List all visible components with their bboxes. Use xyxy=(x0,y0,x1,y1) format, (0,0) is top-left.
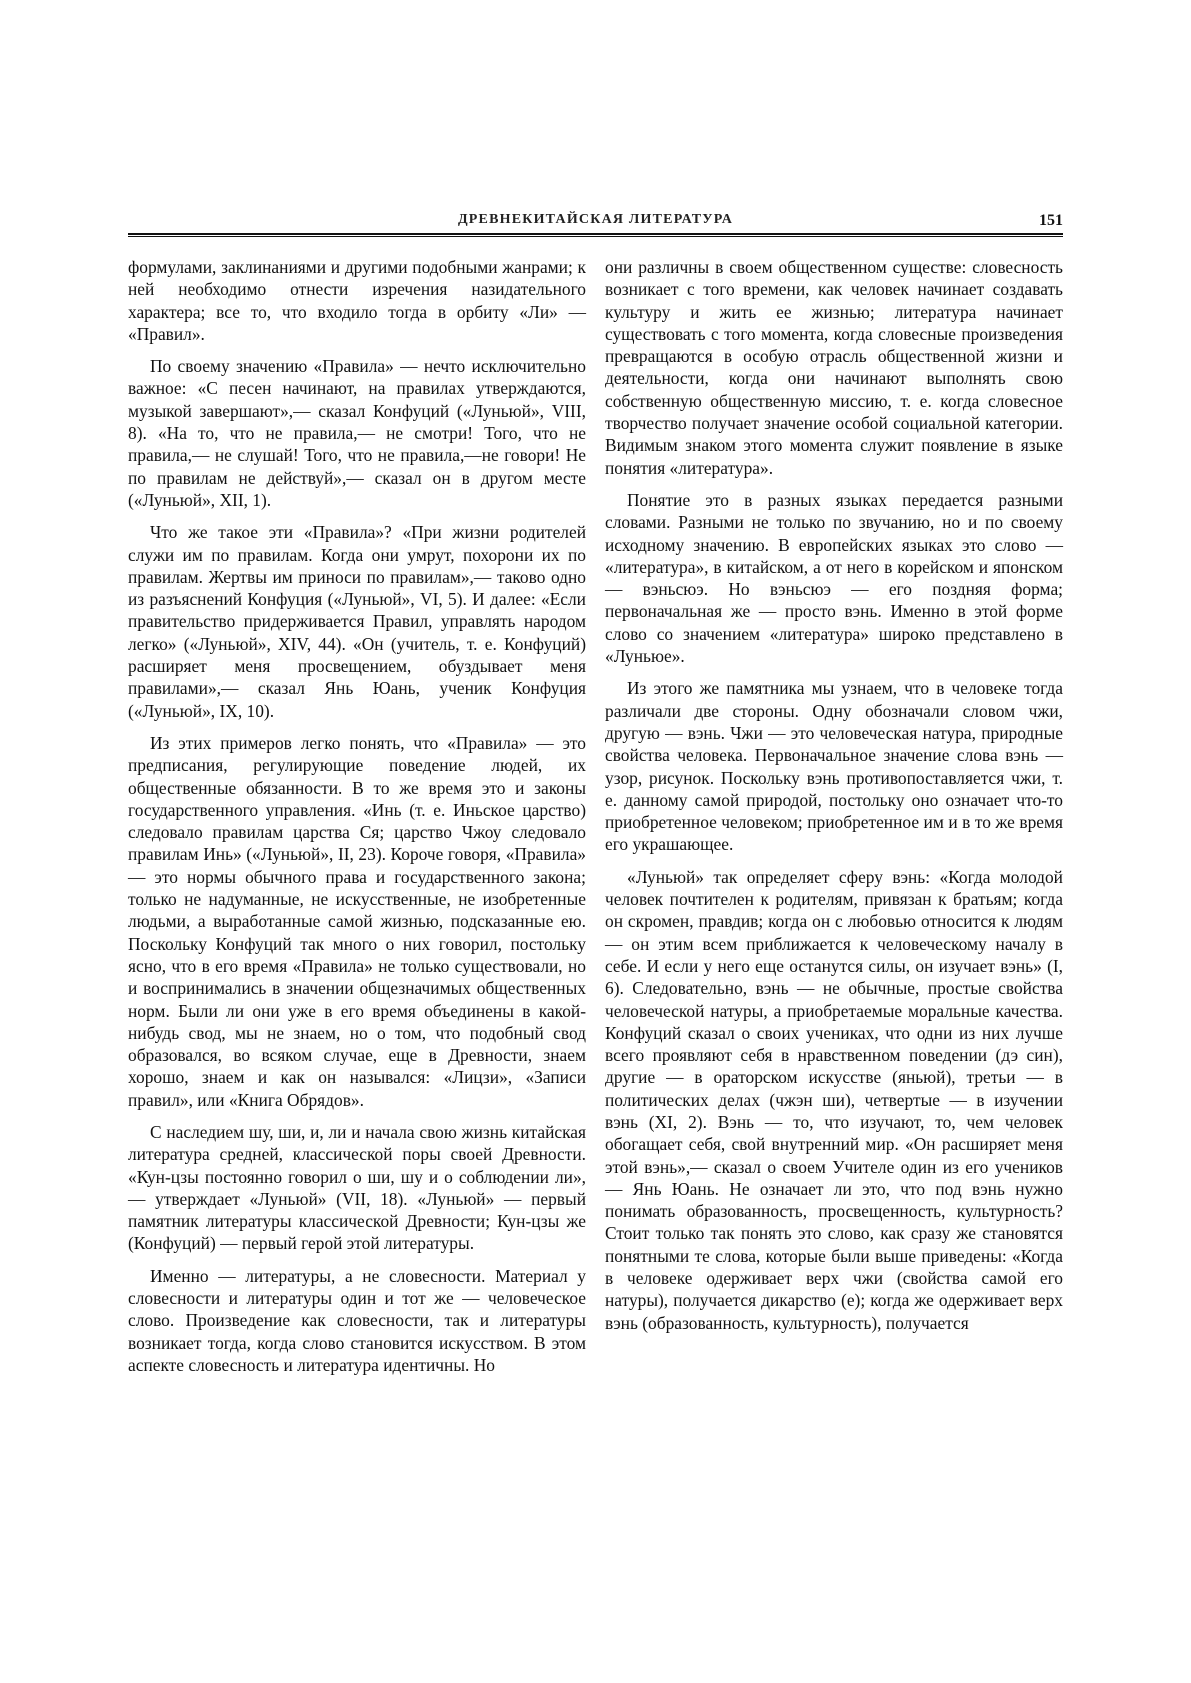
header-rule-thin xyxy=(128,236,1063,237)
paragraph: Именно — литературы, а не словесности. Материал у словесности и литературы один и тот же — человеческое слово. Произведение как словесности, так и литературы возникает тогда, когда слово становится искусством. В этом аспекте словесность и литература идентичны. Но xyxy=(128,1265,586,1375)
paragraph: они различны в своем общественном существе: словесность возникает с того времени, как человек начинает создавать культуру и жить ее жизнью; литература начинает существовать с того момента, когда словесные произведения превращаются в особую отрасль общественной жизни и деятельности, когда они начинают выполнять свою собственную общественную миссию, т. е. когда словесное творчество получает значение особой социальной категории. Видимым знаком этого момента служит появление в языке понятия «литература». xyxy=(605,257,1063,478)
paragraph: Что же такое эти «Правила»? «При жизни родителей служи им по правилам. Когда они умрут, похорони их по правилам. Жертвы им приноси по правилам»,— таково одно из разъяснений Конфуция («Луньюй», VI, 5). И далее: «Если правительство придерживается Правил, управлять народом легко» («Луньюй», XIV, 44). «Он (учитель, т. е. Конфуций) расширяет меня просвещением, обуздывает меня правилами»,— сказал Янь Юань, ученик Конфуция («Луньюй», IX, 10). xyxy=(128,522,586,721)
paragraph: Из этих примеров легко понять, что «Правила» — это предписания, регулирующие поведение людей, их общественные обязанности. В то же время это и законы государственного управления. «Инь (т. е. Иньское царство) следовало правилам царства Ся; царство Чжоу следовало правилам Инь» («Луньюй», II, 23). Короче говоря, «Правила» — это нормы обычного права и государственного закона; только не надуманные, не искусственные, не изобретенные людьми, а выработанные самой жизнью, подсказанные ею. Поскольку Конфуций так много о них говорил, постольку ясно, что в его время «Правила» не только существовали, но и воспринимались в значении общезначимых общественных норм. Были ли они уже в его время объединены в какой-нибудь свод, мы не знаем, но о том, что подобный свод образовался, во всяком случае, еще в Древности, знаем хорошо, знаем и как он назывался: «Лицзи», «Записи правил», или «Книга Обрядов». xyxy=(128,732,586,1110)
paragraph: Из этого же памятника мы узнаем, что в человеке тогда различали две стороны. Одну обозначали словом чжи, другую — вэнь. Чжи — это человеческая натура, природные свойства человека. Первоначальное значение слова вэнь — узор, рисунок. Поскольку вэнь противопоставляется чжи, т. е. данному самой природой, постольку оно означает что-то приобретенное человеком; приобретенное им и в то же время его украшающее. xyxy=(605,678,1063,855)
paragraph: С наследием шу, ши, и, ли и начала свою жизнь китайская литература средней, классической поры своей Древности. «Кун-цзы постоянно говорил о ши, шу и о соблюдении ли»,— утверждает «Луньюй» (VII, 18). «Луньюй» — первый памятник литературы классической Древности; Кун-цзы же (Конфуций) — первый герой этой литературы. xyxy=(128,1121,586,1254)
paragraph: По своему значению «Правила» — нечто исключительно важное: «С песен начинают, на правилах утверждаются, музыкой завершают»,— сказал Конфуций («Луньюй», VIII, 8). «На то, что не правила,— не смотри! Того, что не правила,— не слушай! Того, что не правила,—не говори! Не по правилам не действуй»,— сказал он в другом месте («Луньюй», XII, 1). xyxy=(128,356,586,510)
paragraph: Понятие это в разных языках передается разными словами. Разными не только по звучанию, но и по своему исходному значению. В европейских языках это слово — «литература», в китайском, а от него в корейском и японском — вэньсюэ. Но вэньсюэ — его поздняя форма; первоначальная же — просто вэнь. Именно в этой форме слово со значением «литература» широко представлено в «Луньюе». xyxy=(605,489,1063,667)
running-title: ДРЕВНЕКИТАЙСКАЯ ЛИТЕРАТУРА xyxy=(457,212,734,227)
page-number: 151 xyxy=(1039,212,1063,229)
paragraph: «Луньюй» так определяет сферу вэнь: «Когда молодой человек почтителен к родителям, привязан к братьям; когда он скромен, правдив; когда он с любовью относится к людям — он этим всем приближается к человеческому началу в себе. И если у него еще останутся силы, он изучает вэнь» (I, 6). Следовательно, вэнь — не обычные, простые свойства человеческой натуры, а приобретаемые моральные качества. Конфуций сказал о своих учениках, что одни из них лучше всего проявляют себя в нравственном поведении (дэ син), другие — в ораторском искусстве (яньюй), третьи — в политических делах (чжэн ши), четвертые — в изучении вэнь (XI, 2). Вэнь — то, что изучают, то, чем человек обогащает себя, свой внутренний мир. «Он расширяет меня этой вэнь»,— сказал о своем Учителе один из его учеников — Янь Юань. Не означает ли это, что под вэнь нужно понимать образованность, просвещенность, культурность? Стоит только так понять это слово, как сразу же становятся понятными те слова, которые были выше приведены: «Когда в человеке одерживает верх чжи (свойства самой его натуры), получается дикарство (е); когда же одерживает верх вэнь (образованность, культурность), получается xyxy=(605,866,1063,1333)
header-rule xyxy=(128,233,1063,235)
page-header xyxy=(128,212,1063,234)
paragraph: формулами, заклинаниями и другими подобными жанрами; к ней необходимо отнести изречения назидательного характера; все то, что входило тогда в орбиту «Ли» — «Правил». xyxy=(128,257,586,344)
right-column xyxy=(605,256,1063,1344)
left-column xyxy=(128,256,586,1386)
